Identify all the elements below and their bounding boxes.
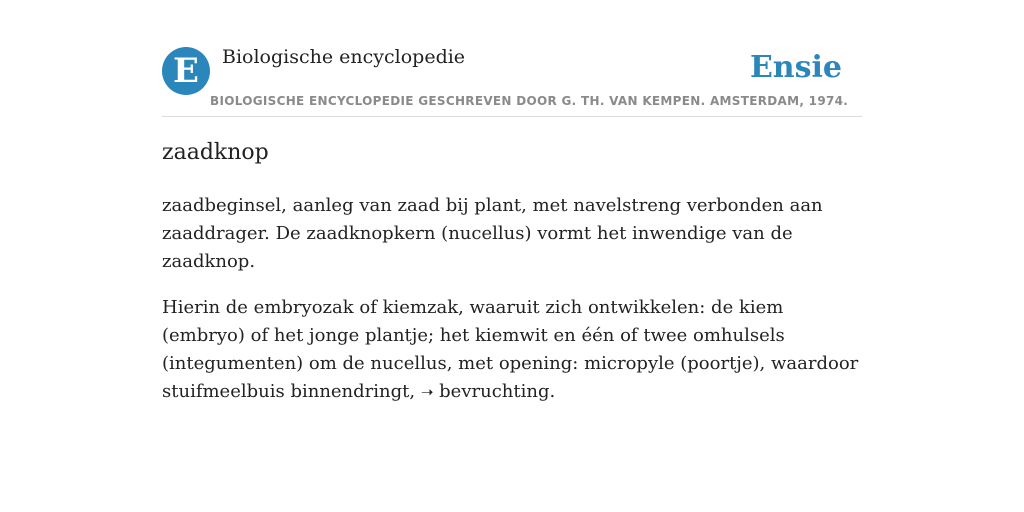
site-title[interactable]: Biologische encyclopedie xyxy=(222,46,466,68)
entry-paragraph-2-text: Hierin de embryozak of kiemzak, waaruit zich ontwikkelen: de kiem (embryo) of het jonge plantje; het kiemwit en één of twee omhulsels (integumenten) om de nucellus, met opening: micropyle (poortje), waardoor stuifmeelbuis binnendringt, xyxy=(162,297,859,402)
logo-icon[interactable]: E xyxy=(162,47,210,95)
link-bevruchting[interactable]: bevruchting xyxy=(439,381,550,402)
end-punctuation: . xyxy=(549,381,556,402)
encyclopedia-subtitle: BIOLOGISCHE ENCYCLOPEDIE GESCHREVEN DOOR G. TH. VAN KEMPEN. AMSTERDAM, 1974. xyxy=(210,94,849,108)
entry-paragraph-1: zaadbeginsel, aanleg van zaad bij plant, met navelstreng verbonden aan zaaddrager. De zaadknopkern (nucellus) vormt het inwendige van de zaadknop. xyxy=(162,195,823,272)
entry-headword: zaadknop xyxy=(162,140,269,165)
arrow-icon: ➝ xyxy=(420,383,434,401)
entry-paragraph-2 xyxy=(162,294,862,406)
brand-logo[interactable]: Ensie xyxy=(749,50,842,85)
entry-content xyxy=(162,192,862,424)
header xyxy=(162,44,862,117)
